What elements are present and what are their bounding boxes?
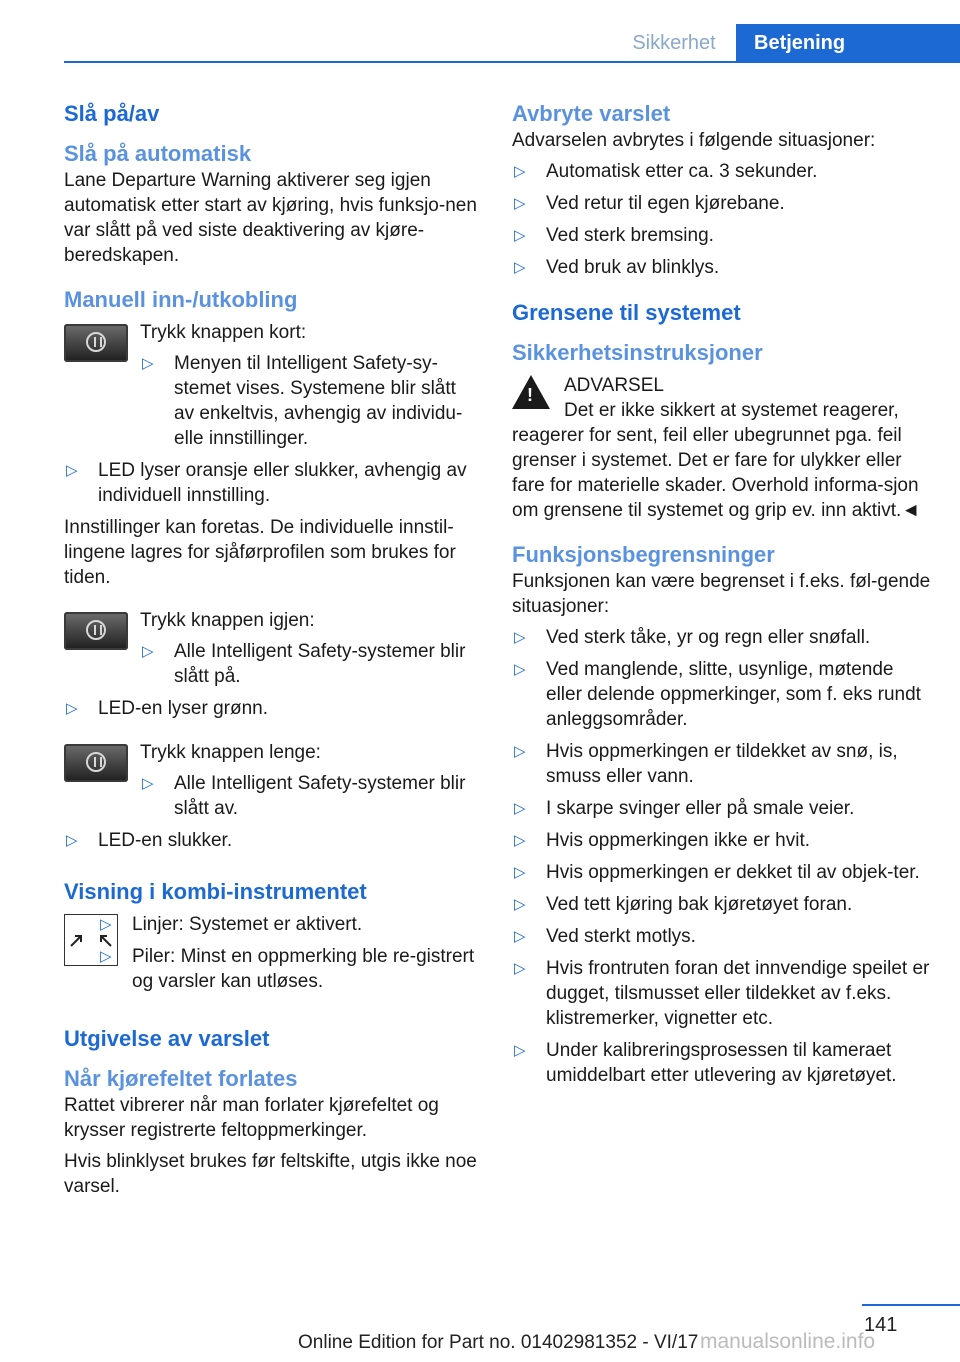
list-item: ▷ Alle Intelligent Safety-systemer blir slått av. [142, 773, 466, 819]
warning-text: Det er ikke sikkert at systemet reagerer, reagerer for sent, feil eller ubegrunnet pga. feil grenser i systemet. Det er fare for ulykker eller fare for materielle skader. Overhold informa-sjon om grensene til systemet og grip ev. inn aktivt.◄ [512, 400, 921, 521]
safety-button-icon [64, 612, 128, 650]
triangle-bullet-icon: ▷ [514, 661, 526, 678]
triangle-bullet-icon: ▷ [514, 896, 526, 913]
triangle-bullet-icon: ▷ [66, 700, 78, 717]
triangle-bullet-icon: ▷ [142, 775, 154, 792]
list-item: ▷ Ved bruk av blinklys. [514, 257, 720, 278]
triangle-bullet-icon: ▷ [514, 259, 526, 276]
list-item: ▷ I skarpe svinger eller på smale veier. [514, 798, 855, 819]
long-press-text: Trykk knappen lenge: [140, 742, 321, 763]
triangle-bullet-icon: ▷ [514, 743, 526, 760]
list-item: ▷ Ved sterkt motlys. [514, 926, 696, 947]
triangle-bullet-icon: ▷ [142, 355, 154, 372]
list-item: ▷ Alle Intelligent Safety-systemer blir slått på. [142, 641, 466, 687]
again-press-block [64, 608, 480, 689]
lane-display-block [64, 912, 480, 994]
settings-text: Innstillinger kan foretas. De individuelle innstil-lingene lagres for sjåførprofilen som brukes for tiden. [64, 517, 456, 588]
heading-naar-kjorefeltet: Når kjørefeltet forlates [64, 1066, 298, 1091]
triangle-bullet-icon: ▷ [66, 462, 78, 479]
funksjon-intro: Funksjonen kan være begrenset i f.eks. føl-gende situasjoner: [512, 571, 931, 617]
safety-button-icon [64, 324, 128, 362]
list-item: ▷ Hvis oppmerkingen er dekket til av objek-ter. [514, 862, 920, 883]
heading-manuell: Manuell inn-/utkobling [64, 287, 298, 312]
edition-text: Online Edition for Part no. 01402981352 - VI/17 [298, 1332, 699, 1353]
avbryte-intro: Advarselen avbrytes i følgende situasjoner: [512, 130, 876, 151]
long-press-block [64, 740, 480, 821]
triangle-bullet-icon: ▷ [514, 864, 526, 881]
heading-avbryte: Avbryte varslet [512, 101, 671, 126]
triangle-bullet-icon: ▷ [514, 1042, 526, 1059]
list-item: ▷ Hvis oppmerkingen er tildekket av snø, is, smuss eller vann. [514, 741, 898, 787]
heading-sikkerhetsinstruksjoner: Sikkerhetsinstruksjoner [512, 340, 763, 365]
list-item: ▷ Ved retur til egen kjørebane. [514, 193, 785, 214]
triangle-bullet-icon: ▷ [100, 948, 112, 965]
triangle-bullet-icon: ▷ [514, 928, 526, 945]
page-number: 141 [864, 1314, 898, 1336]
tab-sikkerhet[interactable]: Sikkerhet [632, 32, 716, 54]
again-press-text: Trykk knappen igjen: [140, 610, 315, 631]
list-item: ▷ Menyen til Intelligent Safety-sy-stemet vises. Systemene blir slått av enkeltvis, avhengig av individu-elle innstillinger. [142, 353, 463, 449]
naar-text-1: Rattet vibrerer når man forlater kjørefeltet og krysser registrerte feltoppmerkinger. [64, 1095, 439, 1141]
left-column [64, 100, 480, 1199]
list-item: ▷ Hvis frontruten foran det innvendige speilet er dugget, tilsmusset eller tildekket av f.eks. klistremerker, vignetter etc. [514, 958, 930, 1029]
warning-icon [512, 375, 550, 409]
triangle-bullet-icon: ▷ [514, 629, 526, 646]
heading-slaa-paa-automatisk: Slå på automatisk [64, 141, 252, 166]
heading-funksjonsbegrensninger: Funksjonsbegrensninger [512, 542, 775, 567]
list-item: ▷ LED lyser oransje eller slukker, avhengig av individuell innstilling. [66, 460, 467, 506]
heading-utgivelse: Utgivelse av varslet [64, 1026, 270, 1051]
auto-text: Lane Departure Warning aktiverer seg igjen automatisk etter start av kjøring, hvis funksjo-nen var slått på ved siste deaktivering av kjøre-beredskapen. [64, 170, 477, 266]
warning-title: ADVARSEL [564, 375, 664, 396]
triangle-bullet-icon: ▷ [514, 960, 526, 977]
footer-rule [862, 1304, 960, 1306]
short-press-block [64, 320, 480, 451]
triangle-bullet-icon: ▷ [142, 643, 154, 660]
list-item: ▷ Ved manglende, slitte, usynlige, møtende eller delende oppmerkinger, som f. eks rundt anleggsområder. [514, 659, 921, 730]
list-item: ▷ Ved sterk tåke, yr og regn eller snøfall. [514, 627, 871, 648]
right-column [512, 100, 932, 1095]
triangle-bullet-icon: ▷ [514, 800, 526, 817]
header-rule [64, 61, 960, 63]
triangle-bullet-icon: ▷ [514, 227, 526, 244]
tab-betjening[interactable]: Betjening [736, 24, 960, 62]
watermark: manualsonline.info [700, 1330, 876, 1353]
triangle-bullet-icon: ▷ [514, 163, 526, 180]
list-item: ▷ Linjer: Systemet er aktivert. [100, 914, 363, 935]
triangle-bullet-icon: ▷ [100, 916, 112, 933]
triangle-bullet-icon: ▷ [514, 195, 526, 212]
list-item: ▷ Automatisk etter ca. 3 sekunder. [514, 161, 818, 182]
triangle-bullet-icon: ▷ [66, 832, 78, 849]
short-press-text: Trykk knappen kort: [140, 322, 307, 343]
heading-grensene: Grensene til systemet [512, 300, 741, 325]
warning-block [512, 373, 932, 398]
list-item: ▷ Hvis oppmerkingen ikke er hvit. [514, 830, 810, 851]
list-item: ▷ Ved sterk bremsing. [514, 225, 714, 246]
list-item: ▷ LED-en lyser grønn. [66, 698, 269, 719]
triangle-bullet-icon: ▷ [514, 832, 526, 849]
list-item: ▷ Under kalibreringsprosessen til kameraet umiddelbart etter utlevering av kjøretøyet. [514, 1040, 897, 1086]
list-item: ▷ Ved tett kjøring bak kjøretøyet foran. [514, 894, 853, 915]
naar-text-2: Hvis blinklyset brukes før feltskifte, utgis ikke noe varsel. [64, 1151, 477, 1197]
list-item: ▷ LED-en slukker. [66, 830, 233, 851]
heading-slaa-paa-av: Slå på/av [64, 101, 160, 126]
list-item: ▷ Piler: Minst en oppmerking ble re-gistrert og varsler kan utløses. [100, 946, 475, 992]
safety-button-icon [64, 744, 128, 782]
heading-visning: Visning i kombi-instrumentet [64, 879, 367, 904]
